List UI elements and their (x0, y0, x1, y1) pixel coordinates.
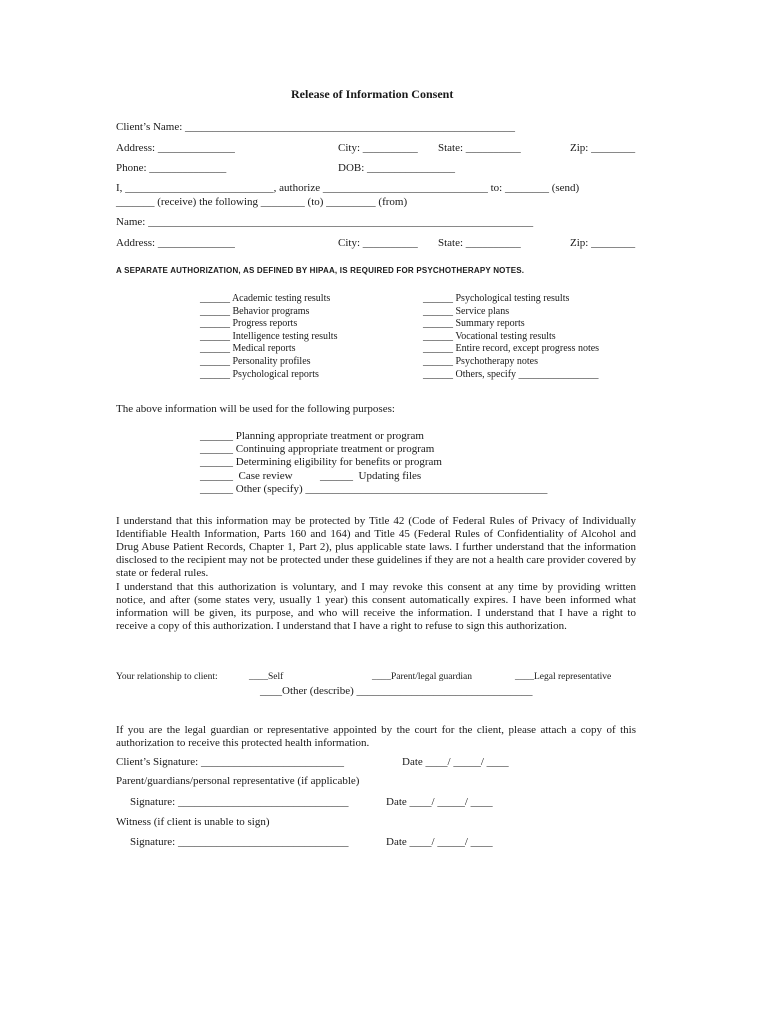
guardian-note: If you are the legal guardian or representative appointed by the court for the client, please attach a copy of this authorization to receive this protected health information. (116, 724, 636, 749)
client-phone-field[interactable]: Phone: ______________ (116, 162, 227, 174)
record-option[interactable]: ______ Psychotherapy notes (423, 355, 538, 367)
hipaa-notice: A SEPARATE AUTHORIZATION, AS DEFINED BY HIPAA, IS REQUIRED FOR PSYCHOTHERAPY NOTES. (116, 266, 525, 275)
relationship-self[interactable]: ____Self (249, 672, 284, 682)
recipient-address-field[interactable]: Address: ______________ (116, 237, 235, 249)
record-option[interactable]: ______ Academic testing results (200, 293, 331, 304)
record-option[interactable]: ______ Behavior programs (200, 305, 310, 317)
record-option[interactable]: ______ Psychological reports (200, 368, 319, 380)
purpose-option[interactable]: ______ Determining eligibility for benefits or program (200, 456, 442, 469)
witness-label: Witness (if client is unable to sign) (116, 816, 270, 828)
relationship-parent[interactable]: ____Parent/legal guardian (372, 672, 472, 682)
client-address-field[interactable]: Address: ______________ (116, 142, 235, 154)
record-option[interactable]: ______ Summary reports (423, 318, 525, 330)
recipient-state-field[interactable]: State: __________ (438, 237, 521, 249)
recipient-city-field[interactable]: City: __________ (338, 237, 418, 249)
client-dob-field[interactable]: DOB: ________________ (338, 162, 456, 174)
purposes-intro: The above information will be used for the following purposes: (116, 403, 395, 415)
client-zip-field[interactable]: Zip: ________ (570, 142, 636, 154)
recipient-name-field[interactable]: Name: ______________________________________________________________________ (116, 216, 534, 228)
record-option[interactable]: ______ Intelligence testing results (200, 330, 338, 342)
relationship-legal-rep[interactable]: ____Legal representative (515, 672, 612, 682)
relationship-label: Your relationship to client: (116, 672, 218, 682)
record-option[interactable]: ______ Psychological testing results (423, 293, 570, 304)
relationship-other[interactable]: ____Other (describe) ________________________________ (260, 685, 533, 697)
witness-signature-field[interactable]: Signature: _______________________________ (130, 836, 349, 848)
authorize-line-2[interactable]: _______ (receive) the following ________ (to) _________ (from) (116, 196, 408, 208)
client-date-field[interactable]: Date ____/ _____/ ____ (402, 756, 509, 768)
record-option[interactable]: ______ Vocational testing results (423, 330, 556, 342)
records-list-right (423, 293, 599, 381)
records-list-left (200, 293, 337, 381)
purpose-option[interactable]: ______ Case review ______ Updating files (200, 469, 422, 482)
parent-date-field[interactable]: Date ____/ _____/ ____ (386, 796, 493, 808)
parent-signature-label: Parent/guardians/personal representative (if applicable) (116, 775, 360, 787)
record-option[interactable]: ______ Medical reports (200, 343, 296, 355)
record-option[interactable]: ______ Others, specify ________________ (423, 368, 599, 380)
purposes-list (200, 430, 547, 496)
client-state-field[interactable]: State: __________ (438, 142, 521, 154)
client-signature-field[interactable]: Client’s Signature: __________________________ (116, 756, 344, 768)
purpose-option[interactable]: ______ Other (specify) ____________________________________________ (200, 482, 548, 495)
purpose-option[interactable]: ______ Continuing appropriate treatment or program (200, 443, 435, 456)
purpose-option[interactable]: ______ Planning appropriate treatment or program (200, 430, 424, 442)
record-option[interactable]: ______ Entire record, except progress notes (423, 343, 600, 355)
record-option[interactable]: ______ Service plans (423, 305, 510, 317)
client-name-field[interactable]: Client’s Name: ____________________________________________________________ (116, 121, 516, 133)
authorize-line-1[interactable]: I, ___________________________, authorize ______________________________ to: ________ (send) (116, 182, 580, 194)
page-title: Release of Information Consent (291, 87, 454, 101)
recipient-zip-field[interactable]: Zip: ________ (570, 237, 636, 249)
record-option[interactable]: ______ Personality profiles (200, 355, 311, 367)
voluntary-paragraph: I understand that this authorization is voluntary, and I may revoke this consent at any time by providing written notice, and after (some states very, usually 1 year) this consent automatically expires. I have been informed what information will be given, its purpose, and who will receive the information. I understand that I have a right to receive a copy of this authorization. I understand that I have a right to refuse to sign this authorization. (116, 581, 636, 632)
client-city-field[interactable]: City: __________ (338, 142, 418, 154)
parent-signature-field[interactable]: Signature: _______________________________ (130, 796, 349, 808)
record-option[interactable]: ______ Progress reports (200, 318, 298, 330)
witness-date-field[interactable]: Date ____/ _____/ ____ (386, 836, 493, 848)
privacy-paragraph: I understand that this information may be protected by Title 42 (Code of Federal Rules of Privacy of Individually Identifiable Health Information, Parts 160 and 164) and Title 45 (Federal Rules of Confidentiality of Alcohol and Drug Abuse Patient Records, Chapter 1, Part 2), plus applicable state laws. I further understand that the information disclosed to the recipient may not be protected under these guidelines if they are not a health care provider covered by state or federal rules. (116, 515, 636, 579)
